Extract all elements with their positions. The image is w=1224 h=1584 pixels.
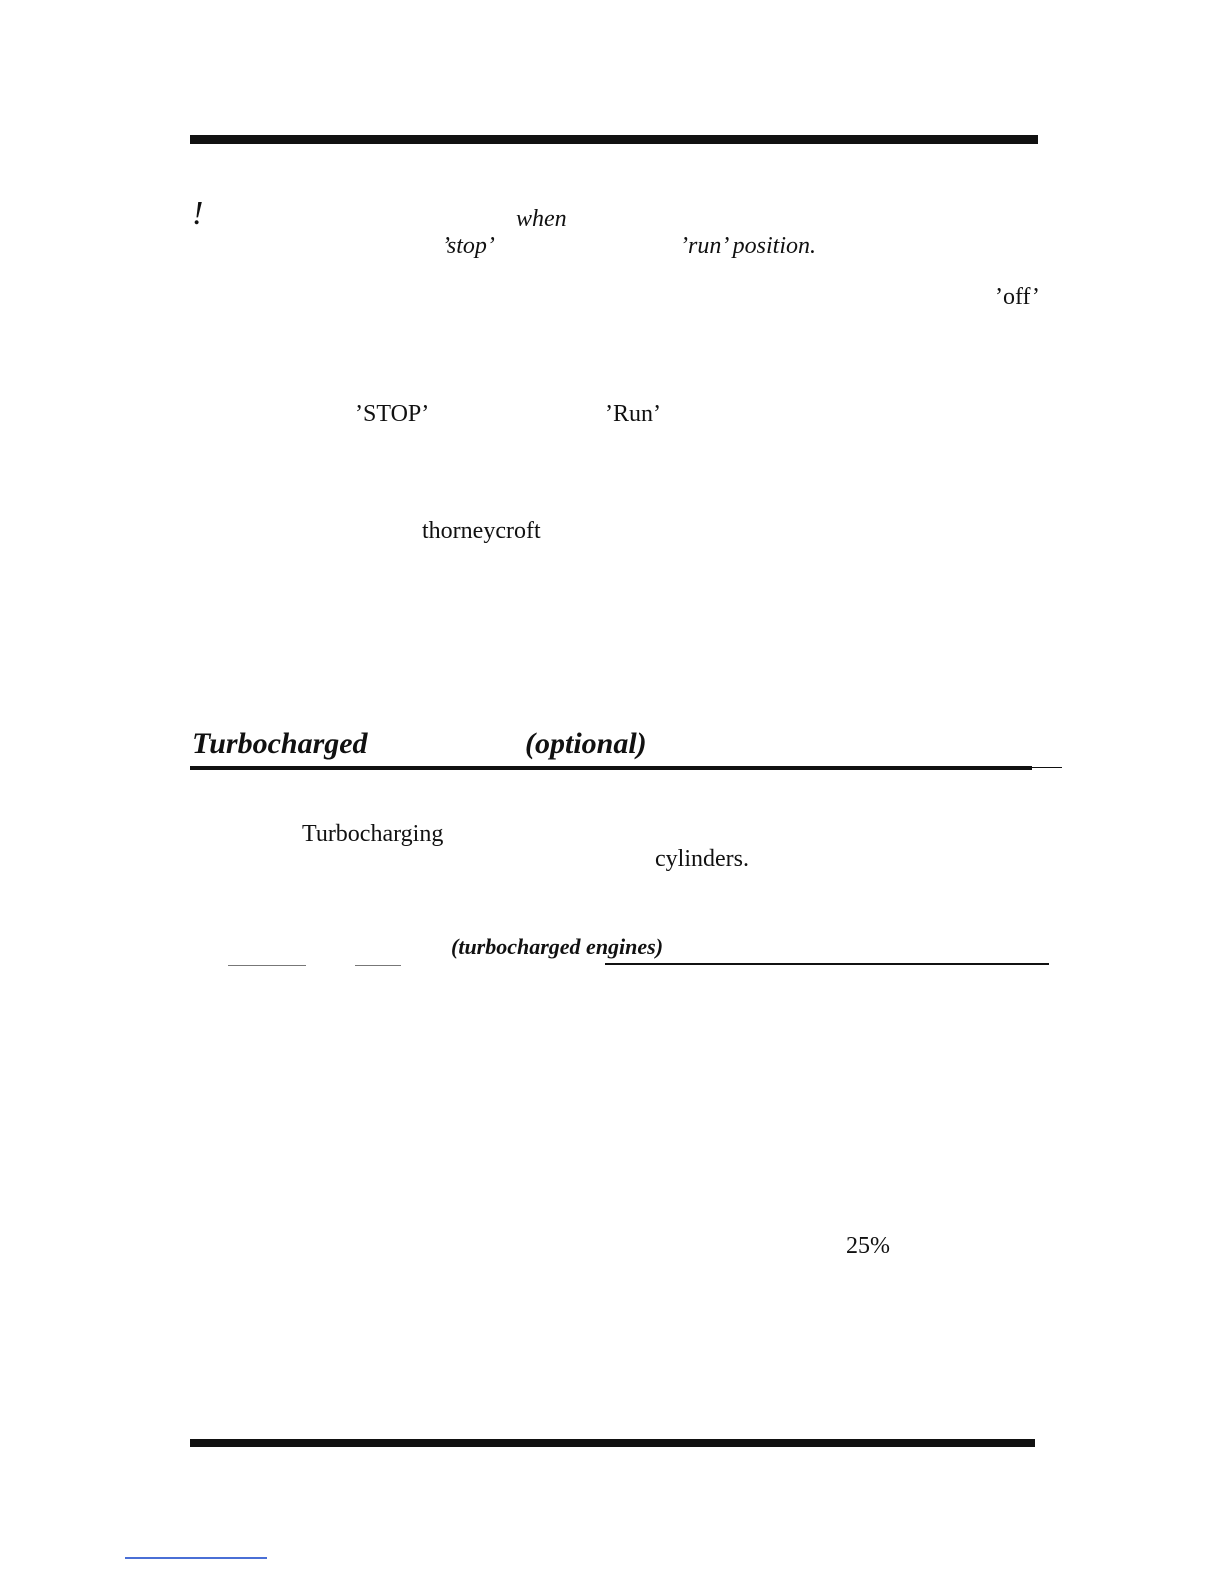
subsection-heading: (turbocharged engines): [451, 934, 664, 959]
bottom-rule: [190, 1439, 1035, 1447]
section-heading-left: Turbocharged: [192, 727, 368, 760]
top-rule: [190, 135, 1038, 144]
word-when: when: [516, 206, 567, 232]
word-cylinders: cylinders.: [655, 846, 749, 872]
section-heading-underline: [190, 766, 1032, 770]
subsection-faint-line-2: [355, 965, 401, 966]
word-turbocharging: Turbocharging: [302, 821, 444, 847]
word-percent: 25%: [846, 1233, 890, 1259]
subsection-underline: [605, 963, 1049, 965]
word-run-quoted: ’Run’: [605, 401, 661, 427]
section-heading-right: (optional): [525, 727, 647, 760]
word-stop-caps: ’STOP’: [355, 401, 430, 427]
word-thorneycroft: thorneycroft: [422, 518, 541, 544]
word-stop-quoted: ’stop’: [442, 233, 495, 259]
subsection-faint-line-1: [228, 965, 306, 966]
footer-blue-line: [125, 1557, 267, 1559]
word-run-position: ’run’ position.: [680, 233, 817, 259]
section-heading-underline-tail: [1032, 767, 1062, 768]
word-off-quoted: ’off’: [995, 284, 1040, 310]
warning-mark: !: [192, 195, 204, 232]
